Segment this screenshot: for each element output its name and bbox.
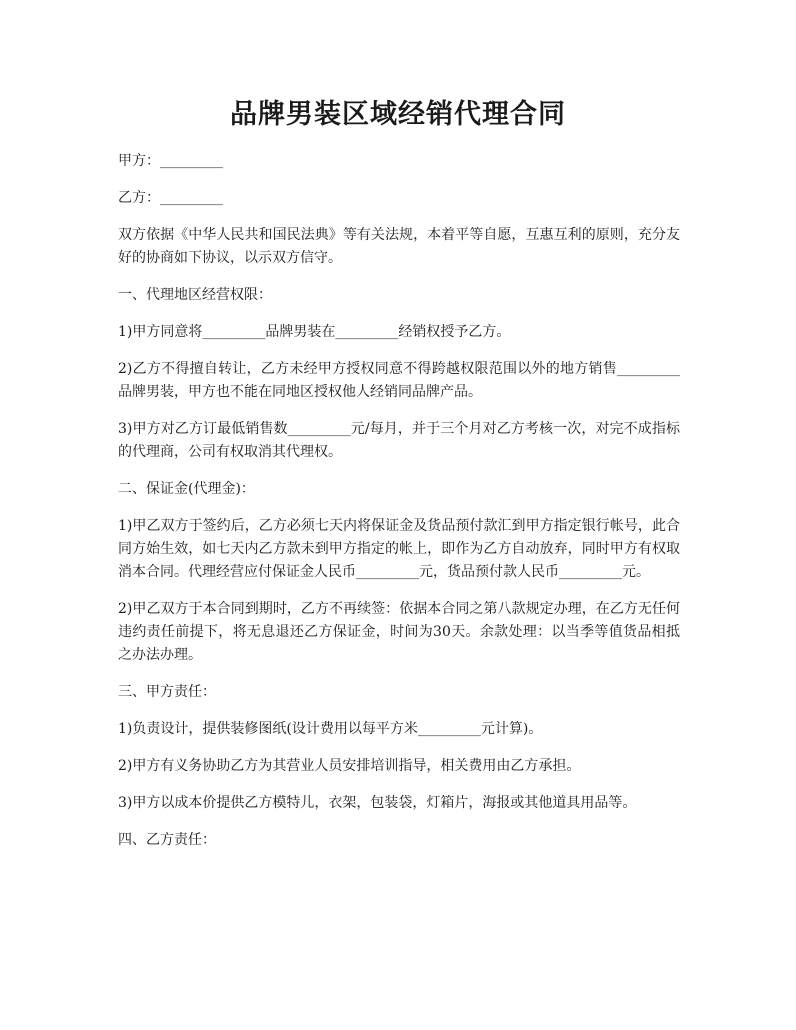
- section-heading-2: 二、保证金(代理金)：: [118, 481, 255, 497]
- clause-1-2: 2)乙方不得擅自转让，乙方未经甲方授权同意不得跨越权限范围以外的地方销售_________品牌男装，甲方也不能在同地区授权他人经销同品牌产品。: [118, 361, 680, 400]
- clause-2-1: 1)甲乙双方于签约后，乙方必须七天内将保证金及货品预付款汇到甲方指定银行帐号，此合同方始生效，如七天内乙方款未到甲方指定的帐上，即作为乙方自动放弃，同时甲方有权取消本合同。代理经营应付保证金人民币_________元，货品预付款人民币_________元。: [118, 518, 680, 580]
- clause-3-2: 2)甲方有义务协助乙方为其营业人员安排培训指导，相关费用由乙方承担。: [118, 758, 581, 774]
- preamble-paragraph: 双方依据《中华人民共和国民法典》等有关法规，本着平等自愿，互惠互利的原则，充分友好的协商如下协议，以示双方信守。: [118, 227, 680, 266]
- section-heading-4: 四、乙方责任：: [118, 832, 216, 848]
- document-title: 品牌男装区域经销代理合同: [230, 99, 566, 130]
- party-a-line: 甲方：_________: [118, 153, 223, 169]
- clause-1-3: 3)甲方对乙方订最低销售数_________元/每月，并于三个月对乙方考核一次，对完不成指标的代理商，公司有权取消其代理权。: [118, 421, 680, 460]
- section-heading-3: 三、甲方责任：: [118, 684, 216, 700]
- clause-2-2: 2)甲乙双方于本合同到期时，乙方不再续签：依据本合同之第八款规定办理，在乙方无任何违约责任前提下，将无息退还乙方保证金，时间为30天。余款处理：以当季等值货品相抵之办法办理。: [118, 601, 680, 663]
- clause-3-3: 3)甲方以成本价提供乙方模特儿，衣架，包装袋，灯箱片，海报或其他道具用品等。: [118, 795, 637, 811]
- party-b-line: 乙方：_________: [118, 190, 223, 206]
- clause-3-1: 1)负责设计，提供装修图纸(设计费用以每平方米_________元计算)。: [118, 721, 543, 737]
- clause-1-1: 1)甲方同意将_________品牌男装在_________经销权授予乙方。: [118, 324, 511, 340]
- section-heading-1: 一、代理地区经营权限：: [118, 287, 272, 303]
- document-body: [118, 150, 680, 866]
